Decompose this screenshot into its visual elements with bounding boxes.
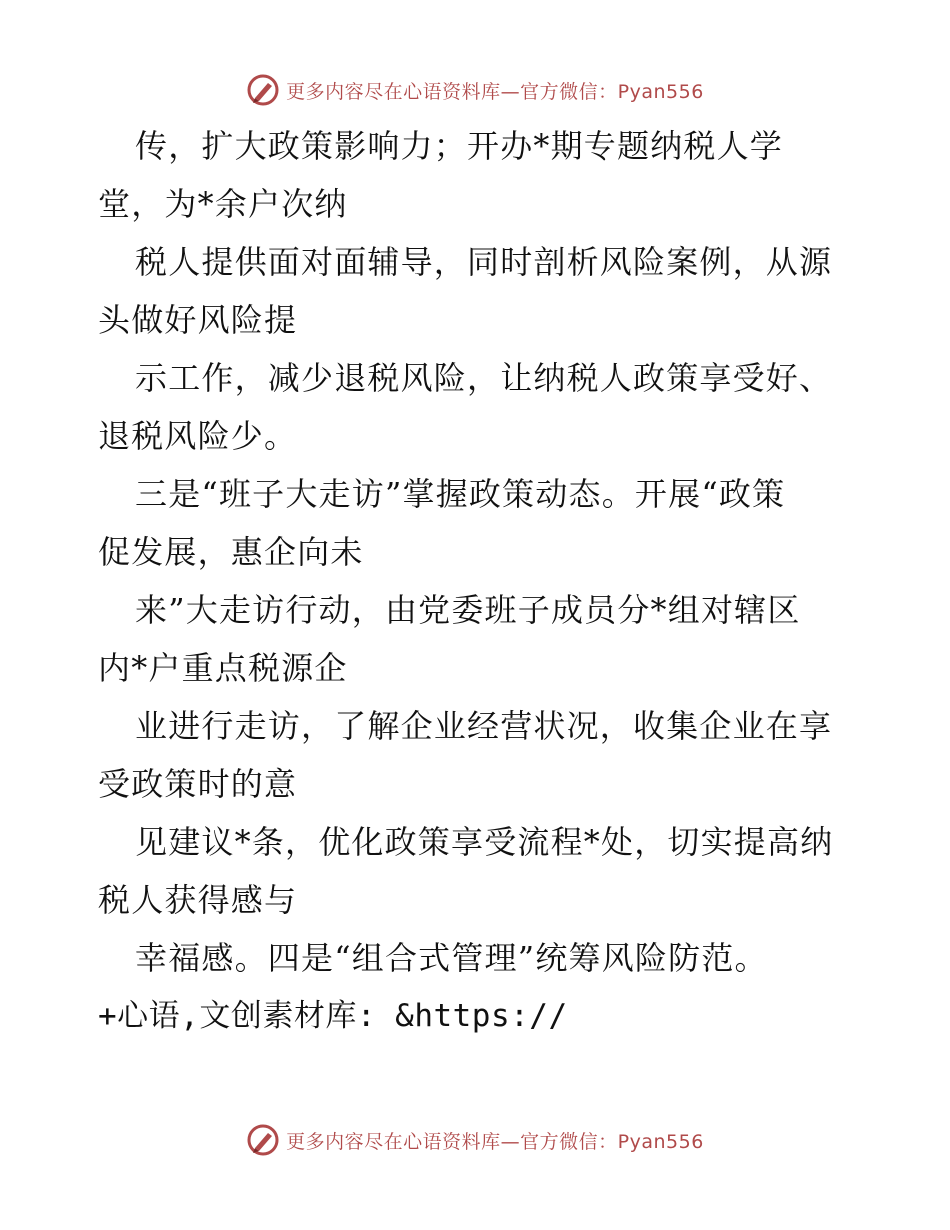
header-banner-text: 更多内容尽在心语资料库—官方微信：Pyan556 — [286, 80, 704, 103]
text-line: 见建议*条，优化政策享受流程*处，切实提高纳 — [135, 823, 834, 861]
text-line: 内*户重点税源企 — [98, 649, 348, 687]
source-line: +心语,文创素材库: &https:// — [98, 998, 568, 1034]
text-line: 三是“班子大走访”掌握政策动态。开展“政策 — [135, 475, 786, 513]
footer-banner-text: 更多内容尽在心语资料库—官方微信：Pyan556 — [286, 1130, 704, 1153]
text-line: 头做好风险提 — [98, 301, 298, 339]
text-line: 堂，为*余户次纳 — [98, 185, 348, 223]
footer-banner — [0, 1120, 950, 1160]
text-line: 税人获得感与 — [98, 881, 298, 919]
pen-logo-icon — [246, 73, 280, 107]
text-line: 传，扩大政策影响力；开办*期专题纳税人学 — [135, 127, 784, 165]
text-line: 促发展，惠企向未 — [98, 533, 364, 571]
header-banner — [0, 70, 950, 110]
text-line: 受政策时的意 — [98, 765, 298, 803]
text-line: 示工作，减少退税风险，让纳税人政策享受好、 — [135, 359, 833, 397]
text-line: 来”大走访行动，由党委班子成员分*组对辖区 — [135, 591, 801, 629]
text-line: 税人提供面对面辅导，同时剖析风险案例，从源 — [135, 243, 833, 281]
text-line: 业进行走访，了解企业经营状况，收集企业在享 — [135, 707, 833, 745]
text-line: 幸福感。四是“组合式管理”统筹风险防范。 — [135, 939, 768, 977]
text-line: 退税风险少。 — [98, 417, 298, 455]
pen-logo-icon — [246, 1123, 280, 1157]
